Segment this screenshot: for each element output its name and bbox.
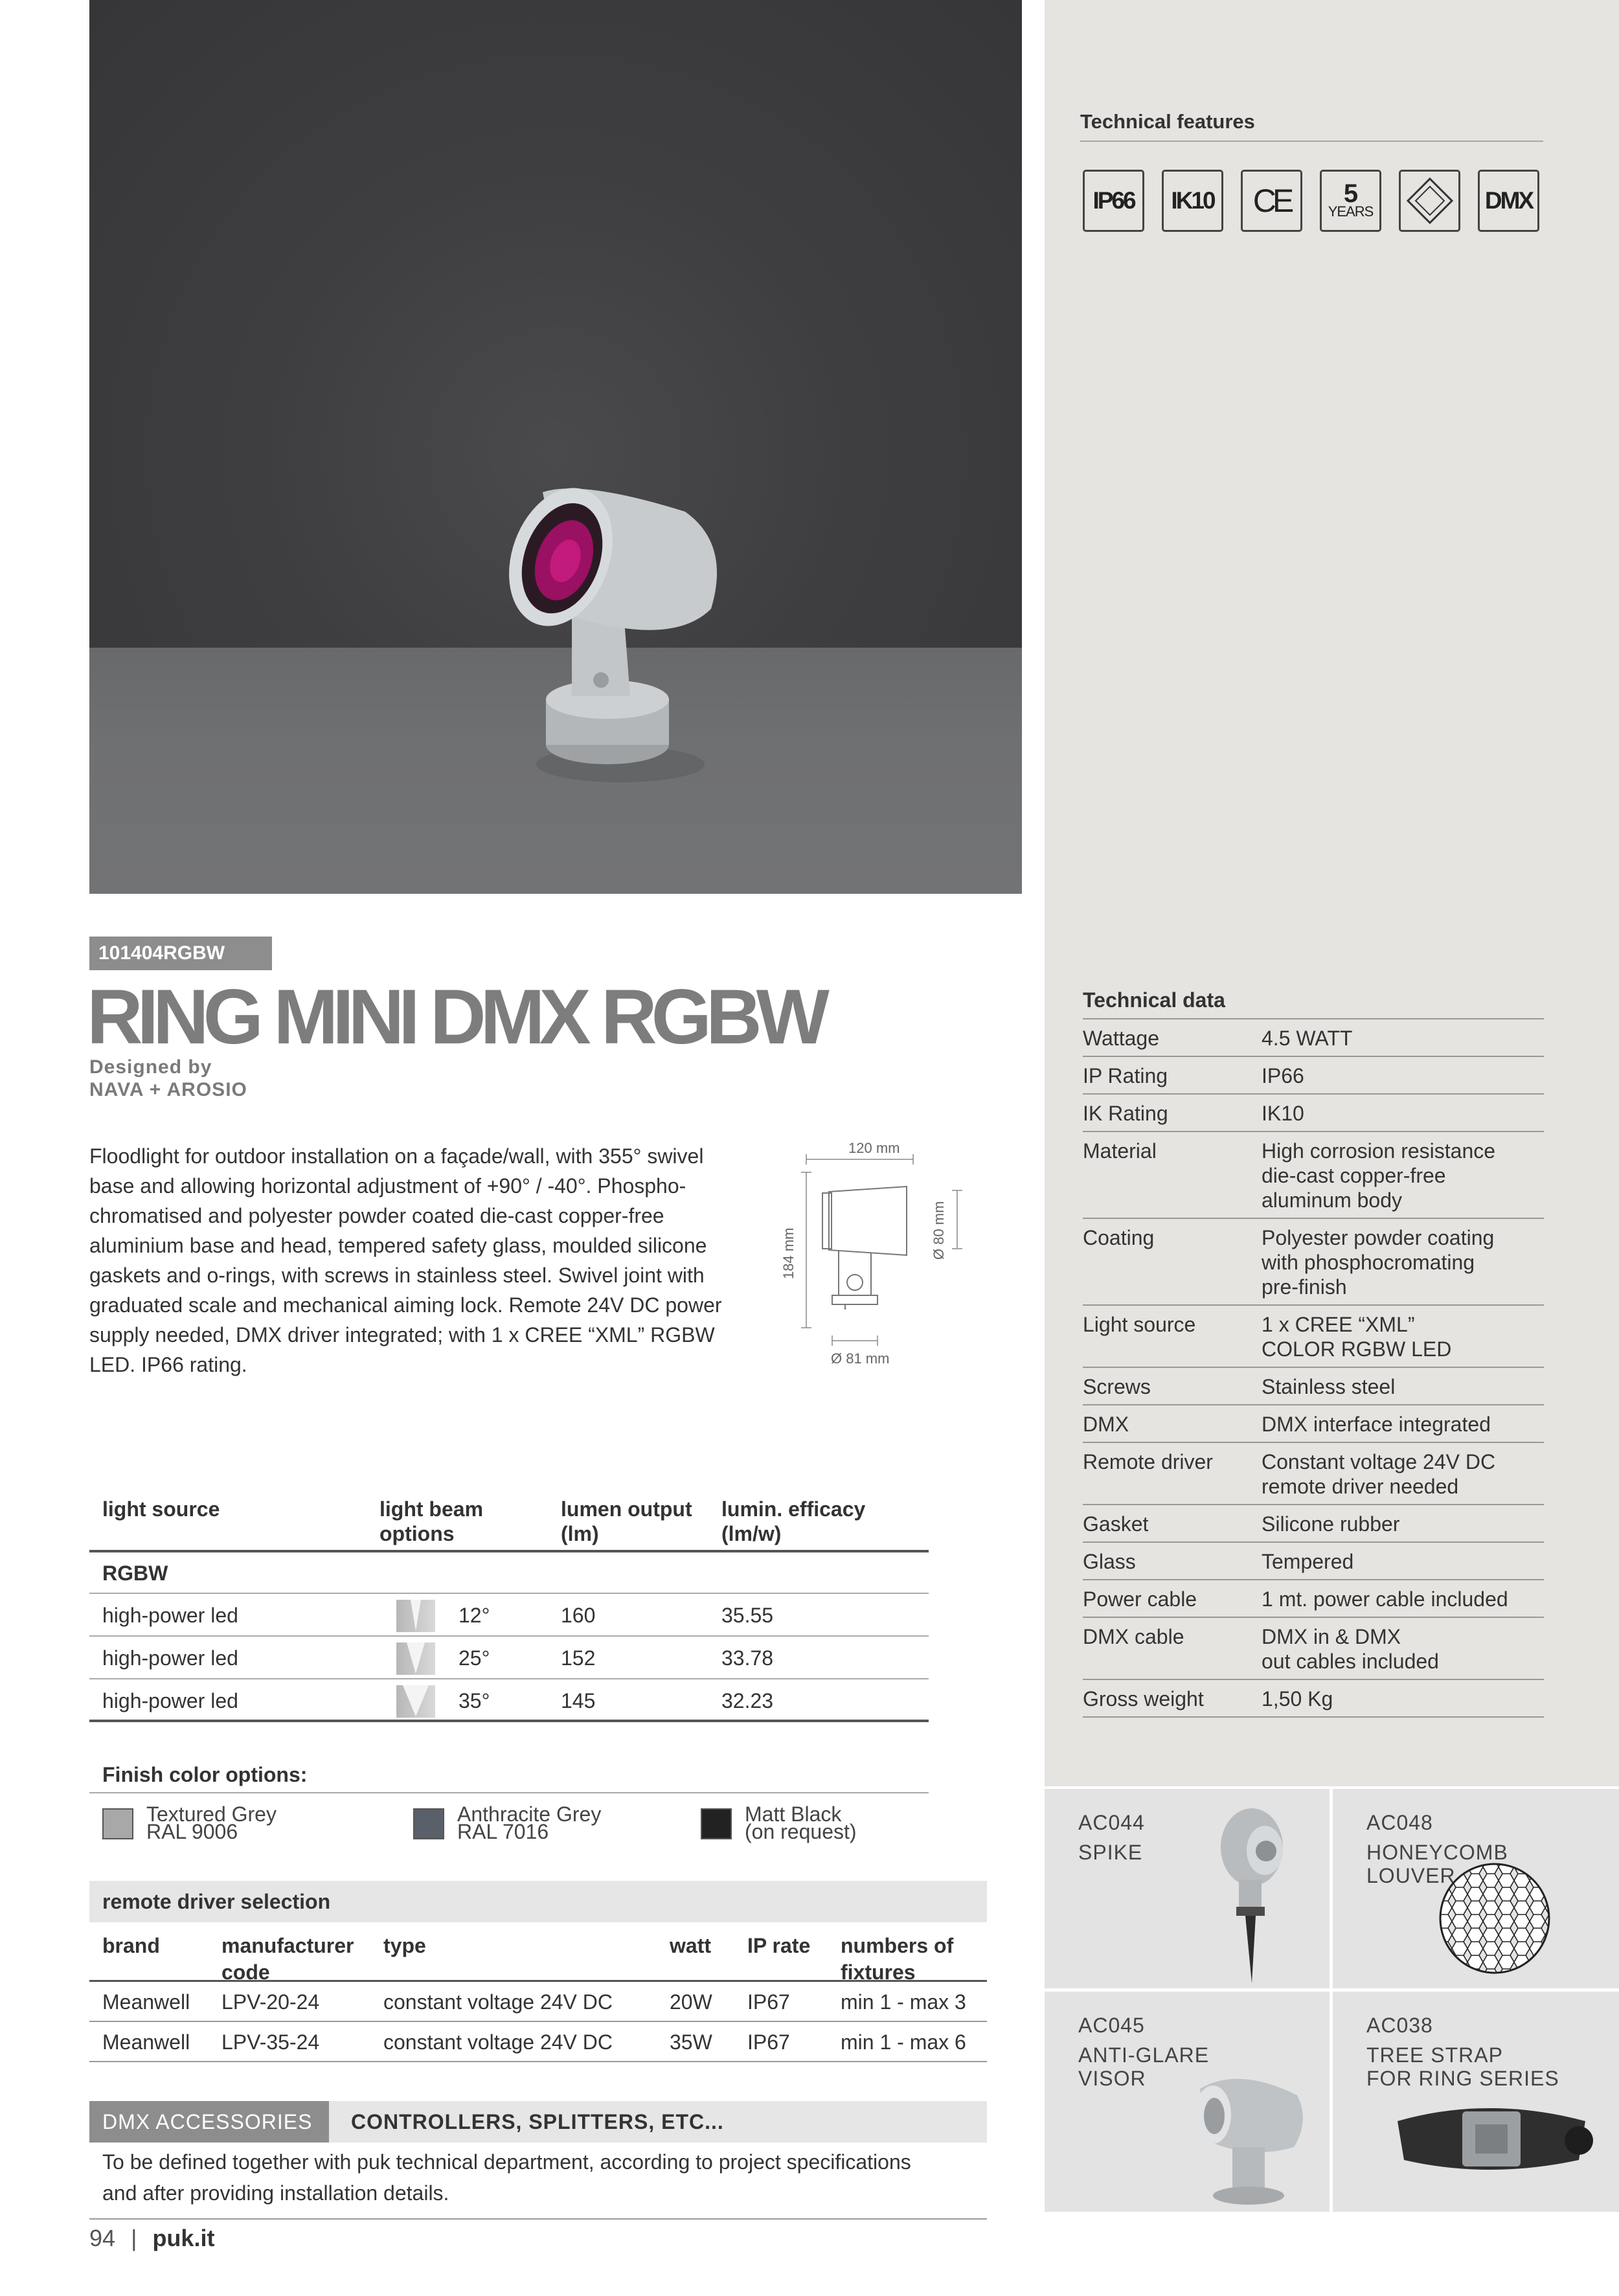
page-footer: 94 | puk.it — [89, 2225, 215, 2251]
table-header: brand manufacturer code type watt IP rate numbers of fixtures — [89, 1922, 987, 1982]
remote-driver-table — [89, 1922, 987, 2062]
table-row: high-power led 35° 145 32.23 — [89, 1679, 929, 1722]
product-code-badge: 101404RGBW — [89, 937, 272, 970]
spec-row: Glass Tempered — [1083, 1541, 1544, 1579]
technical-features-icons — [1083, 170, 1539, 232]
anti-glare-visor-image — [1187, 2069, 1317, 2212]
site-link[interactable]: puk.it — [152, 2225, 215, 2251]
dmx-accessories-note: To be defined together with puk technical department, according to project specifications and after providing installation details. — [102, 2150, 911, 2205]
light-source-table — [89, 1493, 929, 1722]
dmx-accessories-label: DMX ACCESSORIES — [89, 2101, 329, 2143]
dimension-drawing — [774, 1140, 988, 1380]
technical-features-title: Technical features — [1080, 110, 1255, 133]
finish-title: Finish color options: — [102, 1763, 308, 1786]
color-swatch — [701, 1808, 732, 1839]
spec-row: Remote driver Constant voltage 24V DC remote driver needed — [1083, 1442, 1544, 1504]
divider — [89, 2218, 987, 2220]
spec-row: Coating Polyester powder coating with phosphocromating pre-finish — [1083, 1218, 1544, 1304]
head-dimension: Ø 80 mm — [931, 1201, 947, 1260]
dmx-icon: DMX — [1478, 170, 1539, 232]
ip66-icon: IP66 — [1083, 170, 1144, 232]
accessory-ac044: AC044 SPIKE — [1045, 1789, 1330, 1988]
remote-driver-title: remote driver selection — [89, 1881, 987, 1922]
table-row: Meanwell LPV-35-24 constant voltage 24V DC 35W IP67 min 1 - max 6 — [89, 2022, 987, 2062]
spec-row: Power cable 1 mt. power cable included — [1083, 1579, 1544, 1617]
spec-row: Material High corrosion resistance die-cast copper-free aluminum body — [1083, 1131, 1544, 1218]
spec-row: Light source 1 x CREE “XML” COLOR RGBW LED — [1083, 1304, 1544, 1367]
designer-credit: Designed by NAVA + AROSIO — [89, 1056, 247, 1100]
technical-data-table — [1083, 1018, 1544, 1718]
spec-row: IK Rating IK10 — [1083, 1093, 1544, 1131]
spike-image — [1194, 1795, 1310, 1990]
table-row: high-power led 25° 152 33.78 — [89, 1637, 929, 1679]
accessory-ac048: AC048 HONEYCOMB LOUVER — [1333, 1789, 1619, 1988]
finish-option-textured-grey: Textured Grey RAL 9006 — [102, 1806, 277, 1841]
spec-row: IP Rating IP66 — [1083, 1056, 1544, 1093]
class-iii-icon — [1399, 170, 1460, 232]
ce-mark-icon: CE — [1241, 170, 1302, 232]
finish-option-matt-black: Matt Black (on request) — [701, 1806, 857, 1841]
spec-row: Screws Stainless steel — [1083, 1367, 1544, 1404]
dmx-accessories-bar — [89, 2101, 987, 2143]
warranty-5-years-icon: 5 YEARS — [1320, 170, 1381, 232]
page-number: 94 — [89, 2225, 116, 2251]
width-dimension: 120 mm — [848, 1140, 900, 1156]
product-description: Floodlight for outdoor installation on a façade/wall, with 355° swivel base and allowing horizontal adjustment of +90° / -40°. Phospho-chromatised and polyester powder coated die-cast copper-free aluminium base and head, tempered safety glass, moulded silicone gaskets and o-rings, with screws in stainless steel. Swivel joint with graduated scale and mechanical aiming lock. Remote 24V DC power supply needed, DMX driver integrated; with 1 x CREE “XML” RGBW LED. IP66 rating. — [89, 1144, 722, 1376]
floodlight-image — [89, 0, 1022, 894]
product-title: RING MINI DMX RGBW — [87, 973, 824, 1060]
tree-strap-image — [1385, 2089, 1598, 2192]
color-swatch — [102, 1808, 133, 1839]
product-photo — [89, 0, 1022, 894]
spec-row: Wattage 4.5 WATT — [1083, 1018, 1544, 1056]
table-header: light source light beam options lumen output (lm) lumin. efficacy (lm/w) — [89, 1493, 929, 1552]
divider — [1080, 141, 1543, 142]
narrow-beam-icon — [396, 1600, 435, 1632]
group-row: RGBW — [89, 1552, 929, 1594]
divider — [89, 1792, 929, 1793]
spec-row: DMX DMX interface integrated — [1083, 1404, 1544, 1442]
technical-data-title: Technical data — [1083, 988, 1225, 1012]
height-dimension: 184 mm — [780, 1227, 797, 1279]
spec-row: Gasket Silicone rubber — [1083, 1504, 1544, 1541]
dmx-accessories-text: CONTROLLERS, SPLITTERS, ETC... — [351, 2110, 724, 2133]
ik10-icon: IK10 — [1162, 170, 1223, 232]
color-swatch — [413, 1808, 444, 1839]
accessory-ac045: AC045 ANTI-GLARE VISOR — [1045, 1992, 1330, 2212]
finish-option-anthracite-grey: Anthracite Grey RAL 7016 — [413, 1806, 601, 1841]
honeycomb-louver-image — [1436, 1860, 1553, 1977]
base-dimension: Ø 81 mm — [831, 1350, 890, 1367]
medium-beam-icon — [396, 1642, 435, 1675]
spec-row: Gross weight 1,50 Kg — [1083, 1679, 1544, 1718]
table-row: high-power led 12° 160 35.55 — [89, 1594, 929, 1637]
spec-row: DMX cable DMX in & DMX out cables included — [1083, 1617, 1544, 1679]
accessory-ac038: AC038 TREE STRAP FOR RING SERIES — [1333, 1992, 1619, 2212]
table-row: Meanwell LPV-20-24 constant voltage 24V DC 20W IP67 min 1 - max 3 — [89, 1982, 987, 2022]
wide-beam-icon — [396, 1685, 435, 1718]
